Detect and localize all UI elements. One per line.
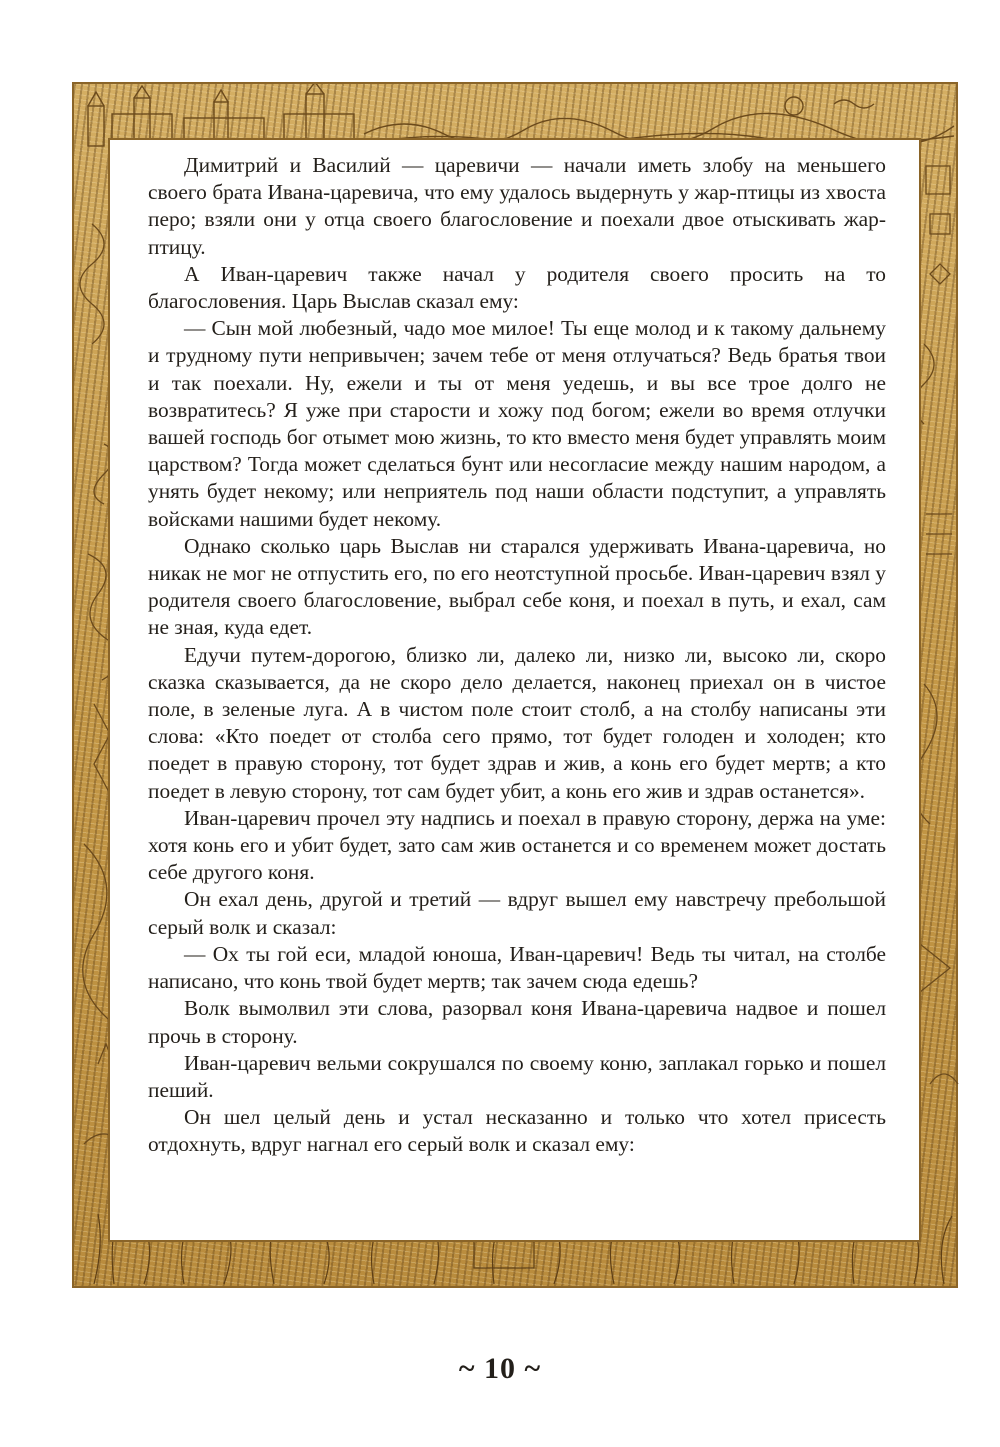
paragraph: Едучи путем-дорогою, близко ли, далеко ли, низко ли, высоко ли, скоро сказка сказывается, да не скоро дело делается, наконец приехал он в чистое поле, в зеленые луга. А в чистом поле стоит столб, а на столбу написаны эти слова: «Кто поедет от столба сего прямо, тот будет голоден и холоден; кто поедет в правую сторону, тот будет здрав и жив, а конь его будет мертв; а кто поедет в левую сторону, тот сам будет убит, а конь его жив и здрав останется».	[148, 642, 886, 803]
paragraph: Иван-царевич вельми сокрушался по своему коню, заплакал горько и пошел пеший.	[148, 1050, 886, 1102]
paragraph: Однако сколько царь Выслав ни старался удерживать Ивана-царевича, но никак не мог не отпустить его, по его неотступной просьбе. Иван-царевич взял у родителя своего благословение, выбрал себе коня, и поехал в путь, и ехал, сам не зная, куда едет.	[148, 533, 886, 640]
paragraph: Волк вымолвил эти слова, разорвал коня Ивана-царевича надвое и пошел прочь в сторону.	[148, 996, 886, 1048]
paragraph: — Ох ты гой еси, младой юноша, Иван-царевич! Ведь ты читал, на столбе написано, что конь твой будет мертв; так зачем сюда едешь?	[148, 941, 886, 994]
paragraph: А Иван-царевич также начал у родителя своего просить на то благословения. Царь Выслав сказал ему:	[148, 261, 886, 314]
paragraph: Он шел целый день и устал несказанно и только что хотел присесть отдохнуть, вдруг нагнал его серый волк и сказал ему:	[148, 1105, 886, 1157]
paragraph: Димитрий и Василий — царевичи — начали иметь злобу на меньшего своего брата Ивана-царевича, что ему удалось выдернуть у жар-птицы из хвоста перо; взяли они у отца своего благословение и поехали двое отыскивать жар-птицу.	[148, 153, 886, 259]
story-text	[148, 152, 886, 1159]
paragraph: Иван-царевич прочел эту надпись и поехал в правую сторону, держа на уме: хотя конь его и убит будет, зато сам жив останется и со временем может достать себе другого коня.	[148, 805, 886, 885]
paragraph: Он ехал день, другой и третий — вдруг вышел ему навстречу пребольшой серый волк и сказал:	[148, 887, 886, 939]
paragraph: — Сын мой любезный, чадо мое милое! Ты еще молод и к такому дальнему и трудному пути непривычен; зачем тебе от меня отлучаться? Ведь братья твои и так поехали. Ну, ежели и ты от меня уедешь, и вы все трое долго не возвратитесь? Я уже при старости и хожу под богом; ежели во время отлучки вашей господь бог отымет мою жизнь, то кто вместо меня будет управлять моим царством? Тогда может сделаться бунт или несогласие между нашим народом, а унять будет некому; или неприятель под наши области подступит, а управлять войсками нашими будет некому.	[148, 316, 886, 531]
page-number: ~ 10 ~	[458, 1352, 542, 1385]
